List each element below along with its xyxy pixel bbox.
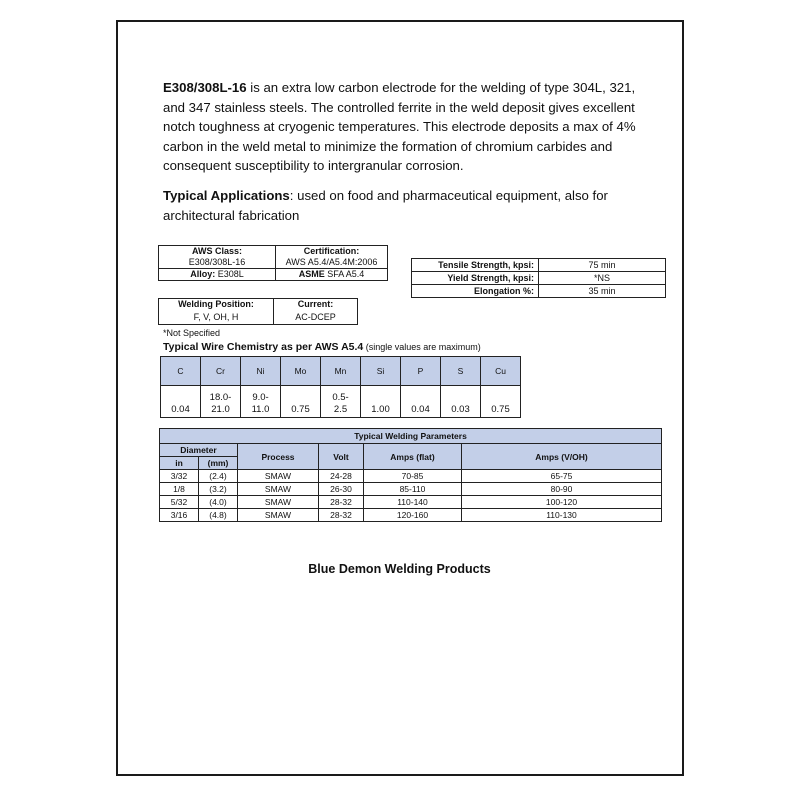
chem-value-line2: 11.0 [251,404,270,415]
chem-value-cell [281,386,321,418]
chem-value-cell [161,386,201,418]
chem-value-line2: 0.75 [491,404,510,415]
table-row [160,470,662,483]
chem-value-line2: 0.04 [411,404,430,415]
amps-voh-cell: 80-90 [462,483,662,496]
class-certification-table [158,245,388,281]
diameter-in-cell: 3/16 [160,509,199,522]
chem-value-cell [201,386,241,418]
chemistry-table [160,356,521,418]
certification-value: AWS A5.4/A5.4M:2006 [276,257,388,269]
chem-header-cell: Cu [481,357,521,386]
chemistry-title-main: Typical Wire Chemistry as per AWS A5.4 [163,341,364,353]
chem-value-line2: 21.0 [211,404,230,415]
position-label-cell [159,299,274,311]
intro-text: is an extra low carbon electrode for the welding of type 304L, 321, and 347 stainless steels. The controlled ferrite in the weld deposit gives excellent notch toughness at cryogenic temperatures. This electrode deposits a max of 4% carbon in the weld metal to minimize the formation of chromium carbides and consequent susceptibility to intergranular corrosion. [163,80,636,173]
property-value: 75 min [539,259,666,272]
property-row [412,285,666,298]
table-row [160,483,662,496]
property-row [412,259,666,272]
amps-voh-cell: 100-120 [462,496,662,509]
applications-label: Typical Applications [163,188,290,203]
position-current-table [158,298,358,325]
process-header: Process [238,444,319,470]
aws-class-label-cell [159,246,276,258]
amps-flat-cell: 70-85 [364,470,462,483]
amps-voh-header: Amps (V/OH) [462,444,662,470]
chemistry-subtitle: (single values are maximum) [363,342,481,352]
product-name: E308/308L-16 [163,80,247,95]
process-cell: SMAW [238,470,319,483]
process-cell: SMAW [238,483,319,496]
mechanical-properties-table [411,258,666,298]
diameter-in-cell: 1/8 [160,483,199,496]
volt-cell: 28-32 [319,509,364,522]
chem-header-cell: P [401,357,441,386]
alloy-cell [159,269,276,281]
chem-header-cell: Mn [321,357,361,386]
volt-cell: 26-30 [319,483,364,496]
asme-cell [276,269,388,281]
chem-header-cell: S [441,357,481,386]
chem-value-line2: 2.5 [333,404,348,415]
chem-value-cell [401,386,441,418]
chem-header-cell: Ni [241,357,281,386]
chem-header-cell: C [161,357,201,386]
applications-paragraph [163,186,643,225]
welding-parameters-table [159,428,662,522]
chem-value-line2: 1.00 [371,404,390,415]
diameter-mm-cell: (4.8) [199,509,238,522]
chem-value-line1: 9.0- [252,392,269,403]
diameter-header: Diameter [160,444,238,457]
parameters-title: Typical Welding Parameters [160,429,662,444]
intro-paragraph [163,78,643,176]
chem-header-cell: Si [361,357,401,386]
property-label: Tensile Strength, kpsi: [412,259,539,272]
amps-flat-header: Amps (flat) [364,444,462,470]
chem-value-cell [441,386,481,418]
in-header: in [160,457,199,470]
chem-value-line2: 0.03 [451,404,470,415]
chem-value-line1: 0.5- [332,392,349,403]
table-row [160,509,662,522]
certification-label: Certification: [303,246,360,256]
position-value: F, V, OH, H [159,310,274,325]
property-row [412,272,666,285]
diameter-mm-cell: (2.4) [199,470,238,483]
chem-value-line2: 0.04 [171,404,190,415]
chem-value-cell [241,386,281,418]
volt-header: Volt [319,444,364,470]
not-specified-note: *Not Specified [163,328,221,338]
process-cell: SMAW [238,496,319,509]
company-footer: Blue Demon Welding Products [308,562,491,576]
position-label: Welding Position: [178,299,254,309]
chem-value-cell [481,386,521,418]
chem-value-line2: 0.75 [291,404,310,415]
volt-cell: 24-28 [319,470,364,483]
diameter-mm-cell: (3.2) [199,483,238,496]
amps-voh-cell: 110-130 [462,509,662,522]
chem-value-cell [321,386,361,418]
asme-label: ASME [298,269,325,279]
property-value: 35 min [539,285,666,298]
diameter-mm-cell: (4.0) [199,496,238,509]
aws-class-label: AWS Class: [191,246,242,256]
aws-class-value: E308/308L-16 [159,257,276,269]
current-label: Current: [297,299,334,309]
amps-flat-cell: 120-160 [364,509,462,522]
amps-voh-cell: 65-75 [462,470,662,483]
amps-flat-cell: 85-110 [364,483,462,496]
asme-value: SFA A5.4 [324,269,365,279]
alloy-value: E308L [215,269,244,279]
chem-header-cell: Cr [201,357,241,386]
alloy-label: Alloy: [190,269,216,279]
property-label: Elongation %: [412,285,539,298]
current-label-cell [274,299,358,311]
cert-label-cell [276,246,388,258]
process-cell: SMAW [238,509,319,522]
chem-value-cell [361,386,401,418]
volt-cell: 28-32 [319,496,364,509]
diameter-in-cell: 3/32 [160,470,199,483]
diameter-in-cell: 5/32 [160,496,199,509]
chemistry-title [163,341,481,353]
property-value: *NS [539,272,666,285]
current-value: AC-DCEP [274,310,358,325]
applications-text: : used on food and pharmaceutical equipment, also for architectural fabrication [163,188,608,223]
chem-value-line1: 18.0- [209,392,232,403]
table-row [160,496,662,509]
chem-header-cell: Mo [281,357,321,386]
amps-flat-cell: 110-140 [364,496,462,509]
mm-header: (mm) [199,457,238,470]
property-label: Yield Strength, kpsi: [412,272,539,285]
